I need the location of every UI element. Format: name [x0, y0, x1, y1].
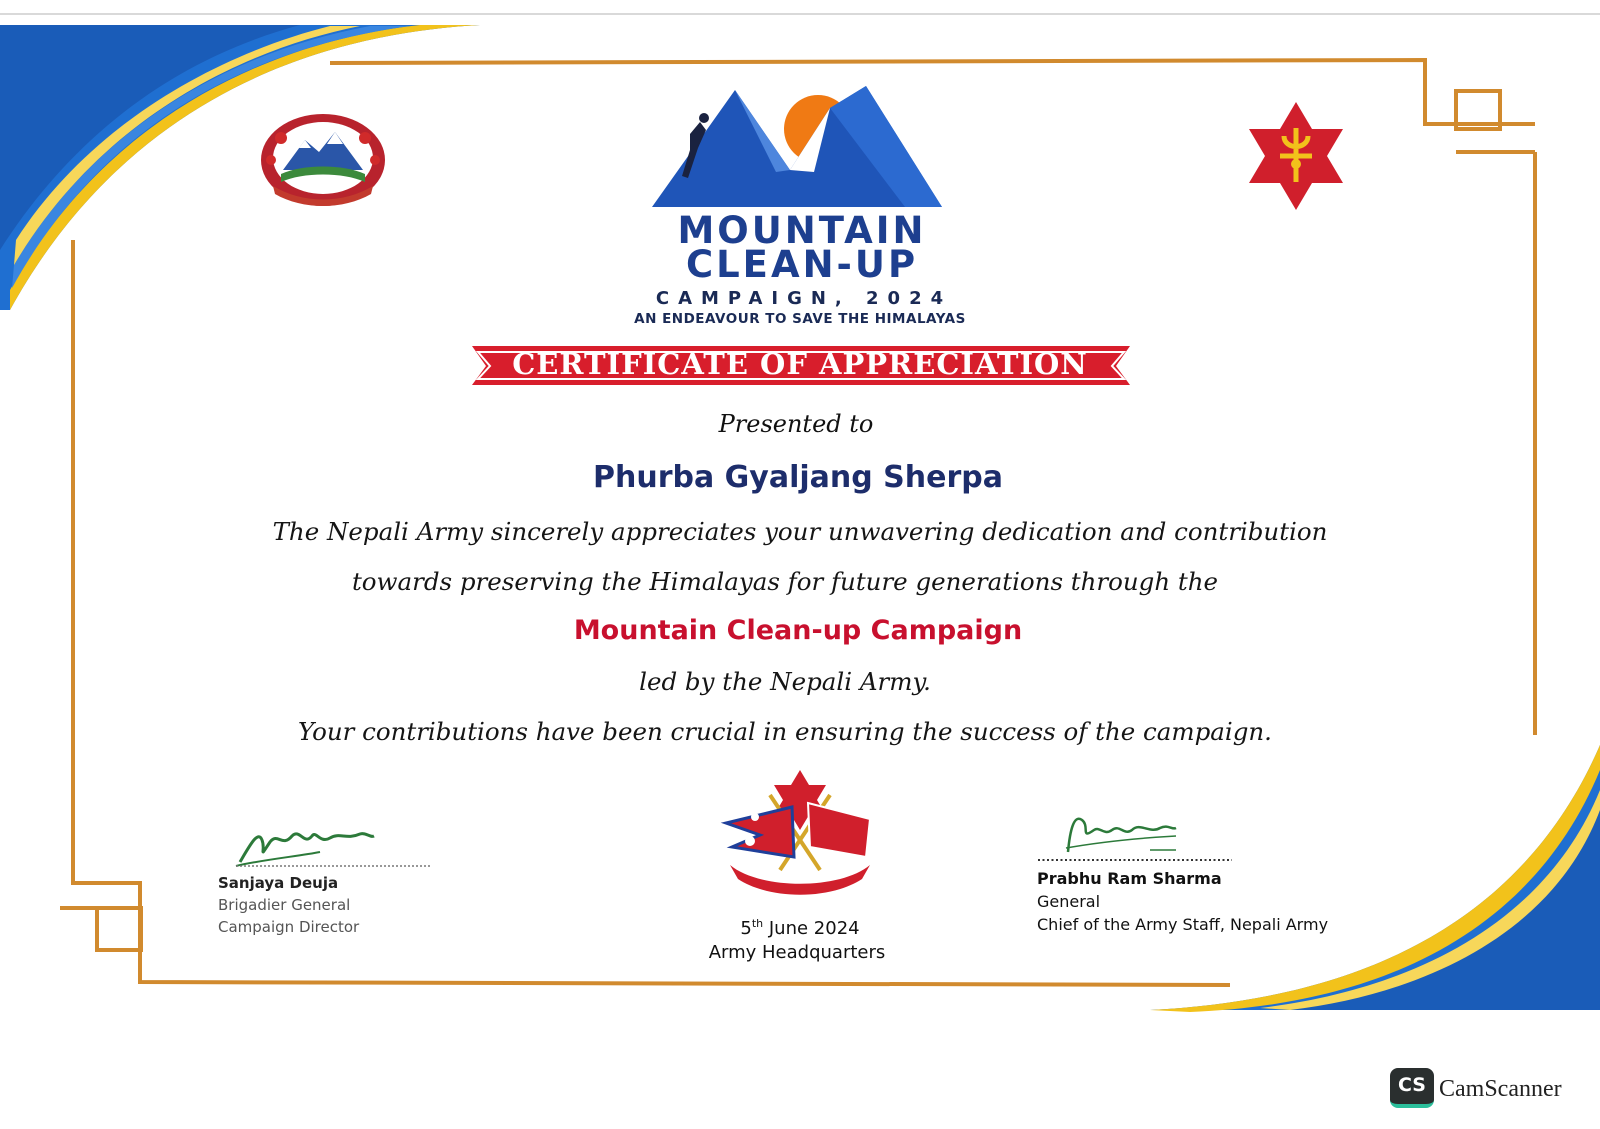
left-signatory-role: Campaign Director [218, 918, 360, 936]
left-signature [236, 834, 432, 866]
presented-to-label: Presented to [718, 410, 874, 438]
army-star-icon [1249, 102, 1343, 210]
logo-title-line2: CLEAN-UP [685, 243, 919, 286]
army-emblem [726, 770, 870, 895]
nepal-emblem [261, 114, 385, 206]
body-text-line1: The Nepali Army sincerely appreciates your unwavering dedication and contribution [272, 517, 1328, 546]
issue-date [600, 917, 1000, 939]
issue-place: Army Headquarters [708, 942, 886, 963]
mountain-logo-icon [652, 86, 942, 207]
right-signature [1038, 819, 1232, 860]
issue-date-day: 5 [740, 918, 752, 939]
logo-tagline: AN ENDEAVOUR TO SAVE THE HIMALAYAS [634, 311, 966, 327]
camscanner-label: CamScanner [1439, 1076, 1562, 1102]
left-signatory-rank: Brigadier General [218, 896, 351, 914]
logo-campaign-year: CAMPAIGN, 2024 [655, 288, 953, 309]
campaign-name: Mountain Clean-up Campaign [573, 615, 1023, 646]
logo-title-line1: MOUNTAIN [677, 209, 927, 252]
recipient-name: Phurba Gyaljang Sherpa [593, 460, 1003, 495]
issue-date-rest: June 2024 [763, 918, 860, 939]
camscanner-logo-icon: CS [1390, 1068, 1434, 1108]
body-text-line2: towards preserving the Himalayas for future generations through the [351, 567, 1219, 596]
right-signatory-name: Prabhu Ram Sharma [1037, 869, 1222, 888]
left-signatory-name: Sanjaya Deuja [218, 874, 339, 892]
certificate-title: CERTIFICATE OF APPRECIATION [512, 347, 1088, 381]
body-text-line4: Your contributions have been crucial in ensuring the success of the campaign. [298, 717, 1272, 746]
issue-date-suffix: th [751, 917, 764, 930]
body-text-line3: led by the Nepali Army. [639, 667, 931, 696]
right-signatory-rank: General [1037, 892, 1101, 911]
right-signatory-role: Chief of the Army Staff, Nepali Army [1037, 915, 1329, 934]
